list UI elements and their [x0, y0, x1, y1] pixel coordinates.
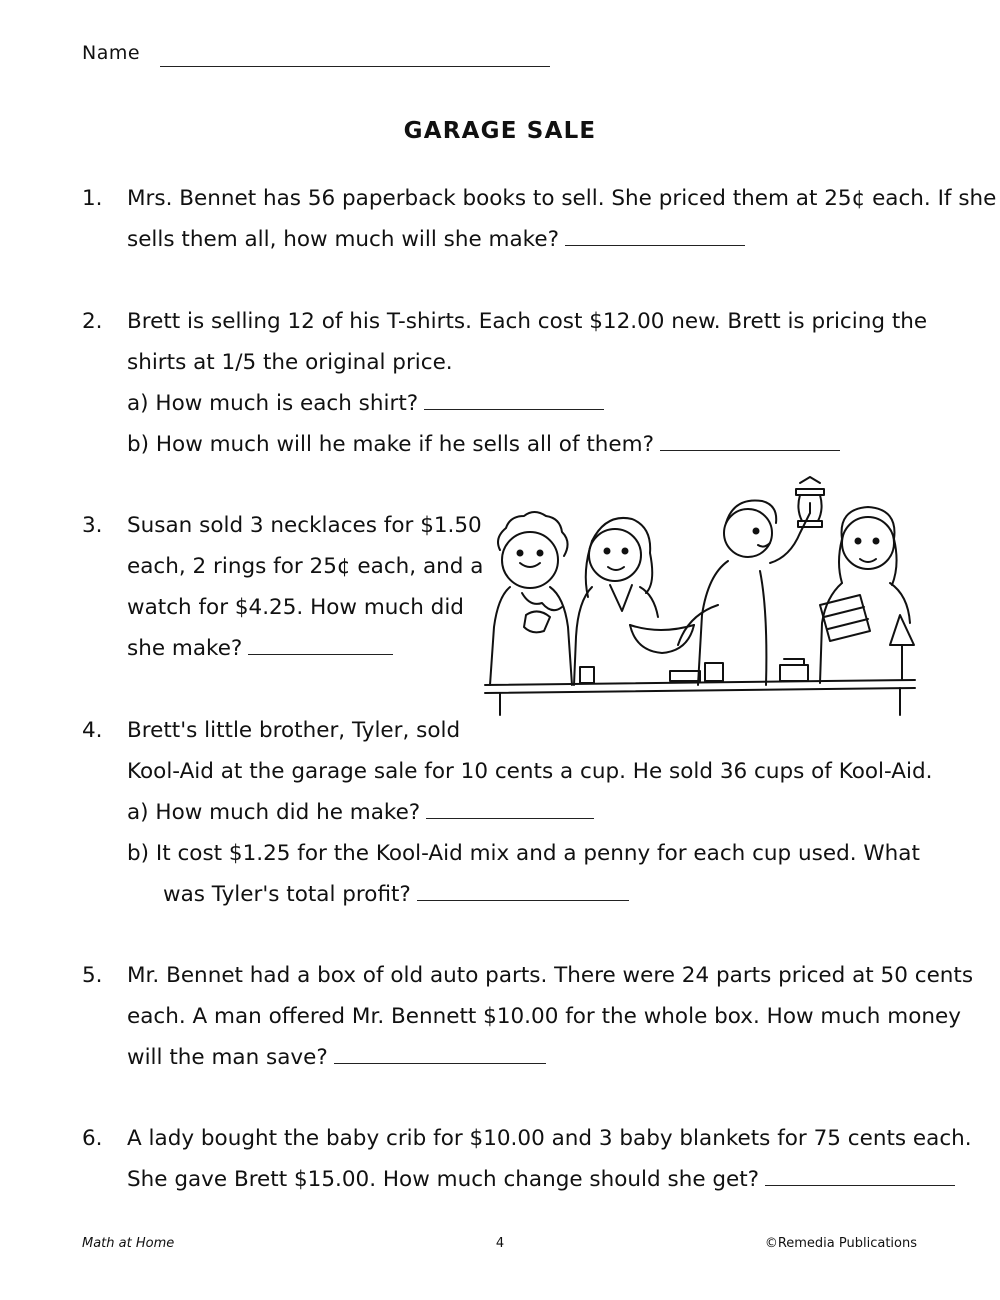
question-text: b) It cost $1.25 for the Kool-Aid mix and a penny for each cup used. What [127, 841, 920, 866]
question-text: Mrs. Bennet has 56 paperback books to sell. She priced them at 25¢ each. If she [127, 186, 997, 211]
question-number: 5. [82, 963, 103, 988]
page-title: GARAGE SALE [403, 118, 597, 144]
question-text: Brett is selling 12 of his T-shirts. Each cost $12.00 new. Brett is pricing the [127, 309, 928, 334]
name-blank[interactable] [160, 66, 550, 67]
answer-blank[interactable] [426, 818, 594, 819]
question-number: 4. [82, 718, 103, 743]
question-number: 6. [82, 1126, 103, 1151]
question-text: she make? [127, 636, 243, 661]
garage-sale-illustration [480, 475, 920, 720]
answer-blank[interactable] [765, 1185, 955, 1186]
footer-copyright: ©Remedia Publications [764, 1236, 917, 1251]
question-number: 3. [82, 513, 103, 538]
question-text: Brett's little brother, Tyler, sold [127, 718, 461, 743]
answer-blank[interactable] [424, 409, 604, 410]
name-label: Name [82, 42, 141, 64]
question-text: A lady bought the baby crib for $10.00 and 3 baby blankets for 75 cents each. [127, 1126, 972, 1151]
answer-blank[interactable] [565, 245, 745, 246]
question-text: each, 2 rings for 25¢ each, and a [127, 554, 484, 579]
answer-blank[interactable] [660, 450, 840, 451]
question-text: She gave Brett $15.00. How much change should she get? [127, 1167, 760, 1192]
question-text: Kool-Aid at the garage sale for 10 cents a cup. He sold 36 cups of Kool-Aid. [127, 759, 933, 784]
question-text: watch for $4.25. How much did [127, 595, 464, 620]
footer-title: Math at Home [82, 1236, 175, 1251]
question-text: Susan sold 3 necklaces for $1.50 [127, 513, 482, 538]
question-number: 1. [82, 186, 103, 211]
answer-blank[interactable] [334, 1063, 546, 1064]
question-number: 2. [82, 309, 103, 334]
answer-blank[interactable] [248, 654, 393, 655]
question-text: a) How much is each shirt? [127, 391, 419, 416]
question-text: shirts at 1/5 the original price. [127, 350, 453, 375]
page-number: 4 [495, 1236, 505, 1251]
answer-blank[interactable] [417, 900, 629, 901]
question-text: was Tyler's total profit? [163, 882, 411, 907]
question-text: Mr. Bennet had a box of old auto parts. There were 24 parts priced at 50 cents [127, 963, 974, 988]
question-text: each. A man offered Mr. Bennett $10.00 for the whole box. How much money [127, 1004, 961, 1029]
question-text: will the man save? [127, 1045, 328, 1070]
question-text: sells them all, how much will she make? [127, 227, 559, 252]
question-text: b) How much will he make if he sells all of them? [127, 432, 654, 457]
question-text: a) How much did he make? [127, 800, 421, 825]
